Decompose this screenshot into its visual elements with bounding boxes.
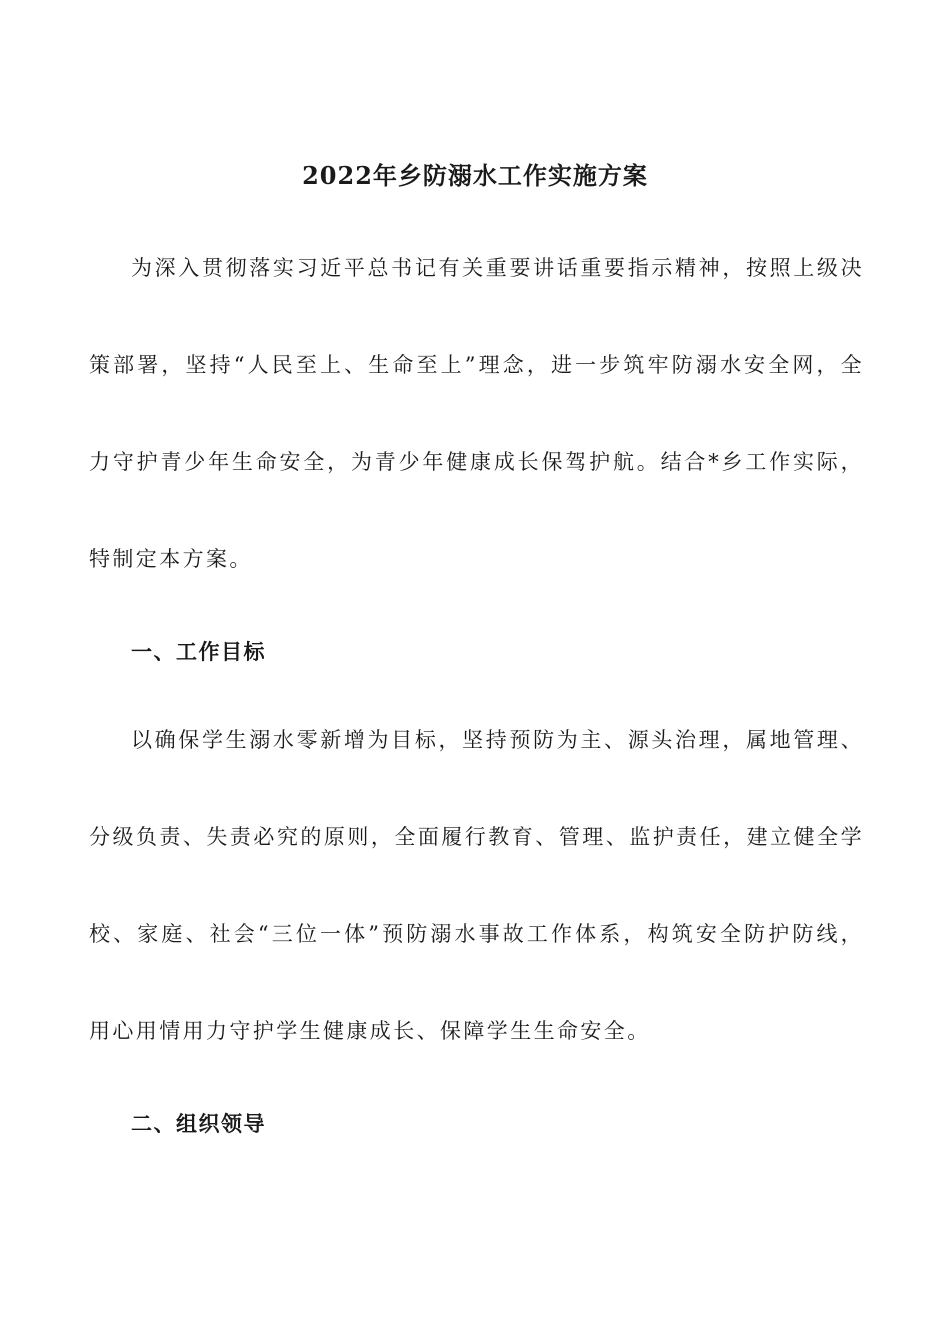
intro-paragraph: 为深入贯彻落实习近平总书记有关重要讲话重要指示精神，按照上级决策部署，坚持“人民至上、生命至上”理念，进一步筑牢防溺水安全网，全力守护青少年生命安全，为青少年健康成长保驾护航。结合*乡工作实际，特制定本方案。 [89,256,864,571]
document-title: 2022年乡防溺水工作实施方案 [302,161,648,190]
section-heading-leadership: 二、组织领导 [131,1111,266,1136]
goals-paragraph: 以确保学生溺水零新增为目标，坚持预防为主、源头治理，属地管理、分级负责、失责必究的原则，全面履行教育、管理、监护责任，建立健全学校、家庭、社会“三位一体”预防溺水事故工作体系，构筑安全防护防线，用心用情用力守护学生健康成长、保障学生生命安全。 [89,728,864,1043]
section-heading-goals: 一、工作目标 [131,639,266,664]
